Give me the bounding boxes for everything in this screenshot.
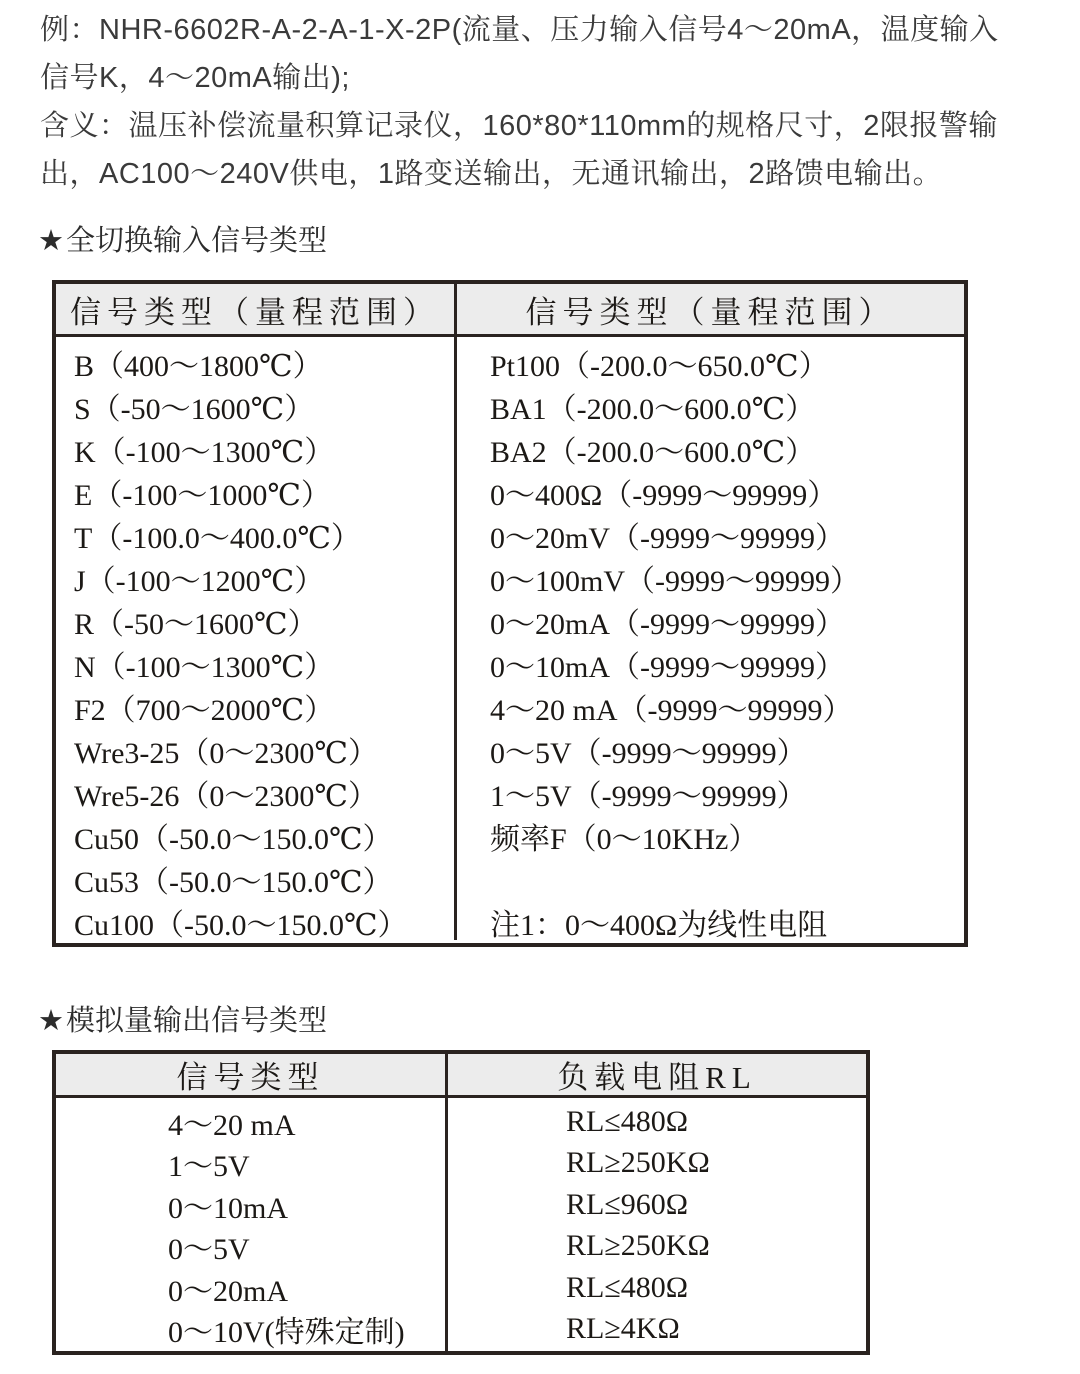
input-right-cell: 0～400Ω（-9999～99999） <box>490 478 838 512</box>
intro-example-line-1: 例：NHR-6602R-A-2-A-1-X-2P(流量、压力输入信号4～20mA，温度输入 <box>40 14 999 46</box>
input-left-cell: N（-100～1300℃） <box>74 650 335 684</box>
output-signal-cell: 0～10mA <box>168 1191 288 1225</box>
star-bullet-icon: ★ <box>38 1005 64 1037</box>
intro-meaning-line-2: 出，AC100～240V供电，1路变送输出，无通讯输出，2路馈电输出。 <box>40 158 943 190</box>
output-section-heading <box>38 998 327 1039</box>
input-left-cell: K（-100～1300℃） <box>74 435 335 469</box>
input-table-left-column <box>56 337 457 940</box>
output-table-load-column <box>448 1098 866 1351</box>
output-load-cell: RL≥250KΩ <box>566 1229 710 1263</box>
input-right-cell: 0～100mV（-9999～99999） <box>490 564 860 598</box>
input-left-cell: T（-100.0～400.0℃） <box>74 521 361 555</box>
input-table-body <box>56 337 964 940</box>
input-right-cell: 0～20mV（-9999～99999） <box>490 521 845 555</box>
output-table-header-load: 负载电阻RL <box>557 1060 757 1095</box>
output-signal-cell: 1～5V <box>168 1150 250 1184</box>
input-left-cell: R（-50～1600℃） <box>74 607 318 641</box>
input-table-header-left: 信号类型（量程范围） <box>56 284 457 334</box>
output-table-body <box>56 1098 866 1351</box>
input-right-cell: 0～5V（-9999～99999） <box>490 736 807 770</box>
intro-paragraph <box>40 6 1050 198</box>
input-left-cell: Wre5-26（0～2300℃） <box>74 779 378 813</box>
output-load-cell: RL≥250KΩ <box>566 1146 710 1180</box>
input-left-cell: S（-50～1600℃） <box>74 392 315 426</box>
input-right-cell: 0～10mA（-9999～99999） <box>490 650 845 684</box>
input-right-cell: Pt100（-200.0～650.0℃） <box>490 349 829 383</box>
input-right-cell: 频率F（0～10KHz） <box>490 822 759 856</box>
input-left-cell: F2（700～2000℃） <box>74 693 335 727</box>
input-table-right-column <box>457 337 964 940</box>
input-left-cell: Cu50（-50.0～150.0℃） <box>74 822 393 856</box>
output-load-cell: RL≤960Ω <box>566 1187 689 1221</box>
output-table-header-row <box>56 1054 866 1098</box>
input-section-heading-label: 全切换输入信号类型 <box>66 225 328 257</box>
input-left-cell: J（-100～1200℃） <box>74 564 325 598</box>
input-right-cell: 0～20mA（-9999～99999） <box>490 607 845 641</box>
output-signal-cell: 0～5V <box>168 1233 250 1267</box>
output-signal-cell: 4～20 mA <box>168 1108 296 1142</box>
input-left-cell: E（-100～1000℃） <box>74 478 331 512</box>
output-signal-cell: 0～10V(特殊定制) <box>168 1316 405 1350</box>
input-right-cell-blank <box>490 857 964 900</box>
input-table-header-right: 信号类型（量程范围） <box>525 294 896 330</box>
output-load-cell: RL≥4KΩ <box>566 1312 680 1346</box>
input-section-heading <box>38 218 327 259</box>
input-right-cell: BA1（-200.0～600.0℃） <box>490 392 816 426</box>
input-left-cell: Wre3-25（0～2300℃） <box>74 736 378 770</box>
input-right-cell: 4～20 mA（-9999～99999） <box>490 693 853 727</box>
input-left-cell: Cu100（-50.0～150.0℃） <box>74 908 408 942</box>
input-right-cell: BA2（-200.0～600.0℃） <box>490 435 816 469</box>
input-left-cell: Cu53（-50.0～150.0℃） <box>74 865 393 899</box>
intro-meaning-line-1: 含义：温压补偿流量积算记录仪，160*80*110mm的规格尺寸，2限报警输 <box>40 110 998 142</box>
star-bullet-icon: ★ <box>38 225 64 257</box>
intro-example-line-2: 信号K，4～20mA输出); <box>40 62 350 94</box>
input-table-note: 注1：0～400Ω为线性电阻 <box>490 908 828 942</box>
output-table-header-signal: 信号类型 <box>56 1054 448 1095</box>
output-load-cell: RL≤480Ω <box>566 1270 689 1304</box>
output-load-cell: RL≤480Ω <box>566 1104 689 1138</box>
output-signal-table <box>52 1050 870 1355</box>
input-table-header-row <box>56 284 964 337</box>
input-right-cell: 1～5V（-9999～99999） <box>490 779 807 813</box>
output-signal-cell: 0～20mA <box>168 1274 288 1308</box>
output-section-heading-label: 模拟量输出信号类型 <box>66 1005 328 1037</box>
input-signal-table <box>52 280 968 947</box>
output-table-signal-column <box>56 1098 448 1351</box>
input-left-cell: B（400～1800℃） <box>74 349 323 383</box>
